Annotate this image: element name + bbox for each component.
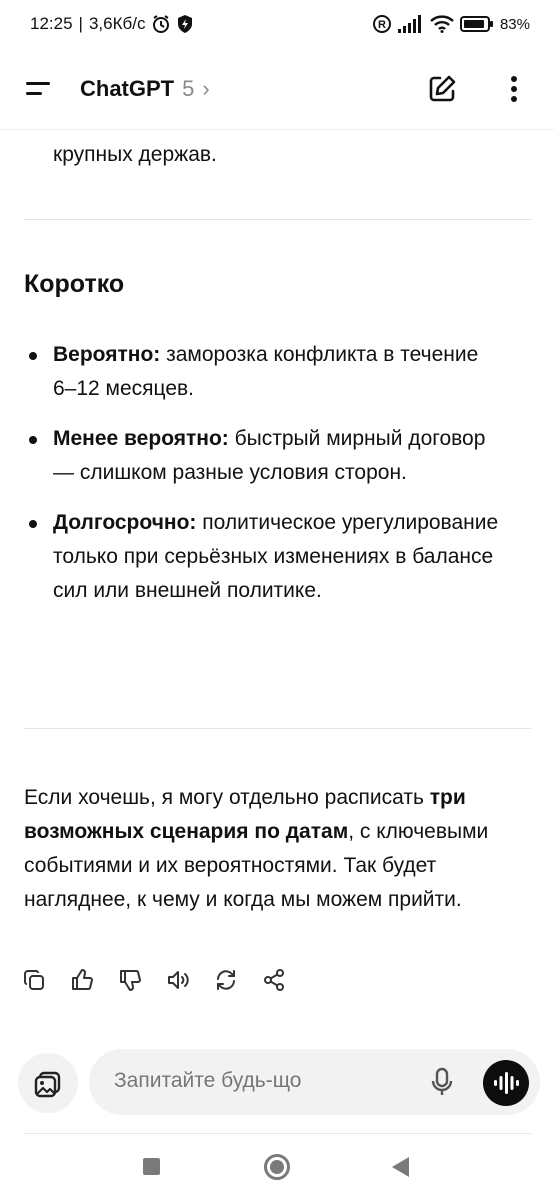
thumbs-up-icon[interactable] xyxy=(70,968,94,992)
composer xyxy=(0,1048,554,1118)
partial-line: крупных держав. xyxy=(53,143,217,166)
list-item-text: политическое урегулирование только при серьёзных изменениях в балансе сил или внешней политике. xyxy=(53,511,499,602)
list-item xyxy=(24,422,504,490)
system-nav-bar xyxy=(0,1140,554,1200)
model-selector[interactable] xyxy=(80,76,210,102)
mic-icon[interactable] xyxy=(427,1066,457,1098)
section-divider xyxy=(24,728,531,729)
status-bar xyxy=(0,0,554,48)
message-input[interactable] xyxy=(89,1049,540,1115)
list-item-label: Вероятно: xyxy=(53,343,161,366)
status-left xyxy=(30,14,193,34)
thumbs-down-icon[interactable] xyxy=(118,968,142,992)
alarm-icon xyxy=(151,14,171,34)
list-item-text: быстрый мирный договор — слишком разные условия сторон. xyxy=(53,427,486,484)
app-name: ChatGPT xyxy=(80,75,175,101)
list-item xyxy=(24,338,504,406)
voice-mode-icon[interactable] xyxy=(483,1060,529,1106)
list-item-label: Менее вероятно: xyxy=(53,427,229,450)
closing-text: Если хочешь, я могу отдельно расписать xyxy=(24,786,430,809)
copy-icon[interactable] xyxy=(22,968,46,992)
list-item xyxy=(24,506,504,608)
header-actions xyxy=(424,71,532,107)
section-divider xyxy=(24,219,531,220)
menu-icon[interactable] xyxy=(26,72,60,106)
bottom-divider xyxy=(24,1133,531,1134)
signal-icon xyxy=(398,15,424,33)
read-aloud-icon[interactable] xyxy=(166,968,190,992)
new-chat-icon[interactable] xyxy=(424,71,460,107)
status-separator: | xyxy=(78,14,83,33)
model-version: 5 xyxy=(182,75,195,101)
network-speed: 3,6Кб/с xyxy=(88,14,146,33)
summary-list xyxy=(24,338,504,624)
closing-bold: три возможных сценария по датам xyxy=(24,786,466,843)
status-right xyxy=(372,14,530,34)
more-icon[interactable] xyxy=(496,71,532,107)
registered-icon xyxy=(372,14,392,34)
shield-icon xyxy=(177,14,193,34)
regenerate-icon[interactable] xyxy=(214,968,238,992)
list-item-text: заморозка конфликта в течение 6–12 месяцев. xyxy=(53,343,479,400)
recents-icon[interactable] xyxy=(143,1158,160,1175)
message-actions xyxy=(22,968,286,992)
battery-icon xyxy=(460,15,494,33)
back-icon[interactable] xyxy=(392,1157,409,1177)
svg-text:R: R xyxy=(377,19,386,31)
chevron-right-icon: › xyxy=(202,75,210,101)
clock: 12:25 xyxy=(30,14,73,33)
share-icon[interactable] xyxy=(262,968,286,992)
wifi-icon xyxy=(430,15,454,33)
home-icon[interactable] xyxy=(264,1154,290,1180)
list-item-label: Долгосрочно: xyxy=(53,511,197,534)
closing-text: , с ключевыми событиями и их вероятностями. Так будет нагляднее, к чему и когда мы можем прийти. xyxy=(24,820,489,911)
input-placeholder: Запитайте будь-що xyxy=(114,1069,302,1092)
section-heading: Коротко xyxy=(24,270,125,298)
attach-icon[interactable] xyxy=(18,1053,78,1113)
battery-level: 83% xyxy=(499,15,530,33)
closing-paragraph xyxy=(24,781,534,917)
app-header xyxy=(0,48,554,130)
